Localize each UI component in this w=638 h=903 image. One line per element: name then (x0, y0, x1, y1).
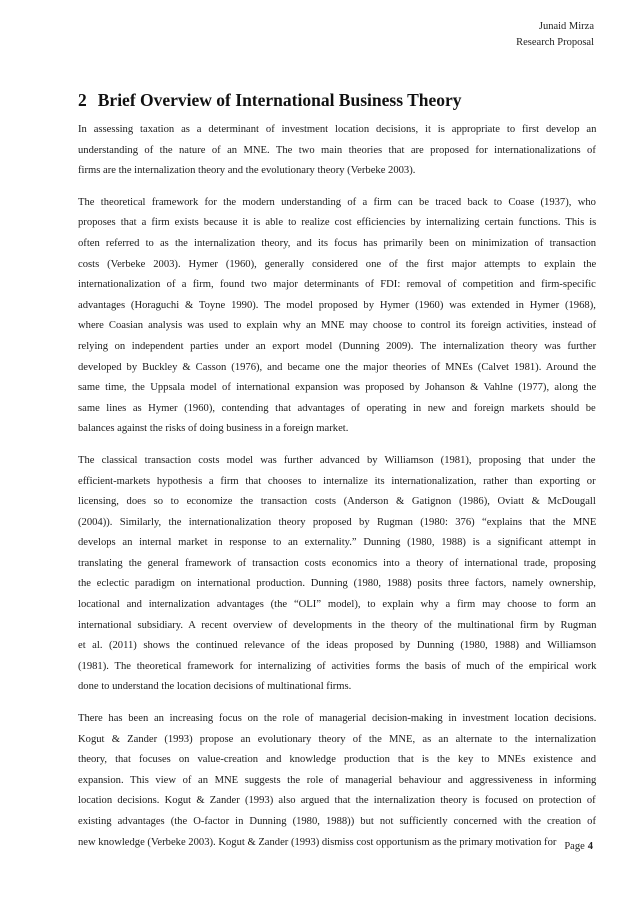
text-line: relying on independent parties under an export model (Dunning 2009). The internalization theory was further (78, 340, 597, 352)
paragraph (78, 120, 596, 182)
page-header (516, 19, 594, 51)
text-line: the eclectic paradigm on international production. Dunning (1980, 1988) posits three factors, namely ownership, (78, 578, 596, 590)
text-line: advantages (Horaguchi & Toyne 1990). The model proposed by Hymer (1960) was extended in Hymer (1968), (78, 299, 596, 311)
text-line: In assessing taxation as a determinant of investment location decisions, it is appropriate to first develop an (78, 124, 597, 135)
paragraph (78, 193, 596, 440)
page-footer (564, 841, 593, 852)
text-line: expansion. This view of an MNE suggests the role of managerial behaviour and aggressiveness in informing (78, 774, 597, 786)
text-line: The classical transaction costs model was further advanced by Williamson (1981), proposing that under the (78, 454, 596, 466)
page-label: Page (564, 841, 585, 852)
text-line: balances against the risks of doing business in a foreign market. (78, 423, 349, 435)
text-line: et al. (2011) shows the continued relevance of the ideas proposed by Dunning (1980, 1988) and Williamson (78, 640, 597, 652)
text-line: internationalization of a firm, found two major determinants of FDI: removal of competition and firm-specific (78, 279, 596, 291)
text-line: locational and internalization advantages (the “OLI” model), to explain why a firm may choose to form an (78, 599, 596, 611)
body-text (78, 120, 596, 864)
text-line: Kogut & Zander (1993) propose an evolutionary theory of the MNE, as an alternate to the internalization (78, 733, 597, 745)
page-number: 4 (587, 841, 593, 852)
text-line: same time, the Uppsala model of international expansion was proposed by Johanson & Vahlne (1977), along the (78, 382, 597, 394)
text-line: translating the general framework of transaction costs economics into a theory of international trade, proposing (78, 557, 596, 569)
text-line: licensing, does so to economize the transaction costs (Anderson & Gatignon (1986), Oviatt & McDougall (78, 496, 596, 508)
header-author: Junaid Mirza (538, 21, 594, 32)
text-line: proposes that a firm exists because it is able to realize cost efficiencies by internalizing certain functions. This is (78, 217, 597, 229)
text-line: (1981). The theoretical framework for internalizing of activities forms the basis of much of the empirical work (78, 660, 597, 672)
text-line: existing advantages (the O-factor in Dunning (1980, 1988)) but not sufficiently concerned with the creation of (78, 816, 596, 827)
text-line: understanding of the nature of an MNE. The two main theories that are proposed for internationalizations of (78, 144, 596, 156)
text-line: location decisions. Kogut & Zander (1993) also argued that the internalization theory is focused on protection of (78, 795, 596, 807)
header-doc-type: Research Proposal (516, 37, 594, 48)
paragraph (78, 709, 596, 853)
section-number: 2 (78, 90, 87, 110)
text-line: efficient-markets hypothesis a firm that chooses to internalize its internationalization, rather than exporting or (78, 475, 596, 487)
text-line: (2004)). Similarly, the internationalization theory proposed by Rugman (1980: 376) “explains that the MNE (78, 516, 597, 528)
text-line: international subsidiary. A recent overview of developments in the theory of the multinational firm by Rugman (78, 619, 597, 631)
text-line: same lines as Hymer (1960), contending that advantages of operating in new and foreign markets should be (78, 402, 596, 414)
text-line: develops an internal market in response to an externality.” Dunning (1980, 1988) is a significant attempt in (78, 537, 596, 549)
text-line: theory, that focuses on value-creation and knowledge production that is the key to MNEs existence and (78, 754, 597, 766)
text-line: done to understand the location decisions of multinational firms. (78, 681, 352, 693)
text-line: The theoretical framework for the modern understanding of a firm can be traced back to Coase (1937), who (78, 196, 596, 208)
text-line: costs (Verbeke 2003). Hymer (1960), generally considered one of the first major attempts to explain the (78, 258, 597, 270)
section-heading (78, 90, 462, 111)
text-line: where Coasian analysis was used to explain why an MNE may choose to control its foreign activities, instead of (78, 320, 597, 332)
text-line: often referred to as the internalization theory, and its focus has primarily been on minimization of transaction (78, 237, 597, 249)
section-title: Brief Overview of International Business Theory (97, 90, 462, 110)
text-line: new knowledge (Verbeke 2003). Kogut & Zander (1993) dismiss cost opportunism as the primary motivation for (78, 836, 557, 848)
paragraph (78, 451, 596, 698)
text-line: developed by Buckley & Casson (1976), and became one the major theories of MNEs (Calvet 1981). Around the (78, 361, 597, 373)
text-line: firms are the internalization theory and the evolutionary theory (Verbeke 2003). (78, 165, 416, 177)
text-line: There has been an increasing focus on the role of managerial decision-making in investment location decisions. (78, 713, 597, 725)
